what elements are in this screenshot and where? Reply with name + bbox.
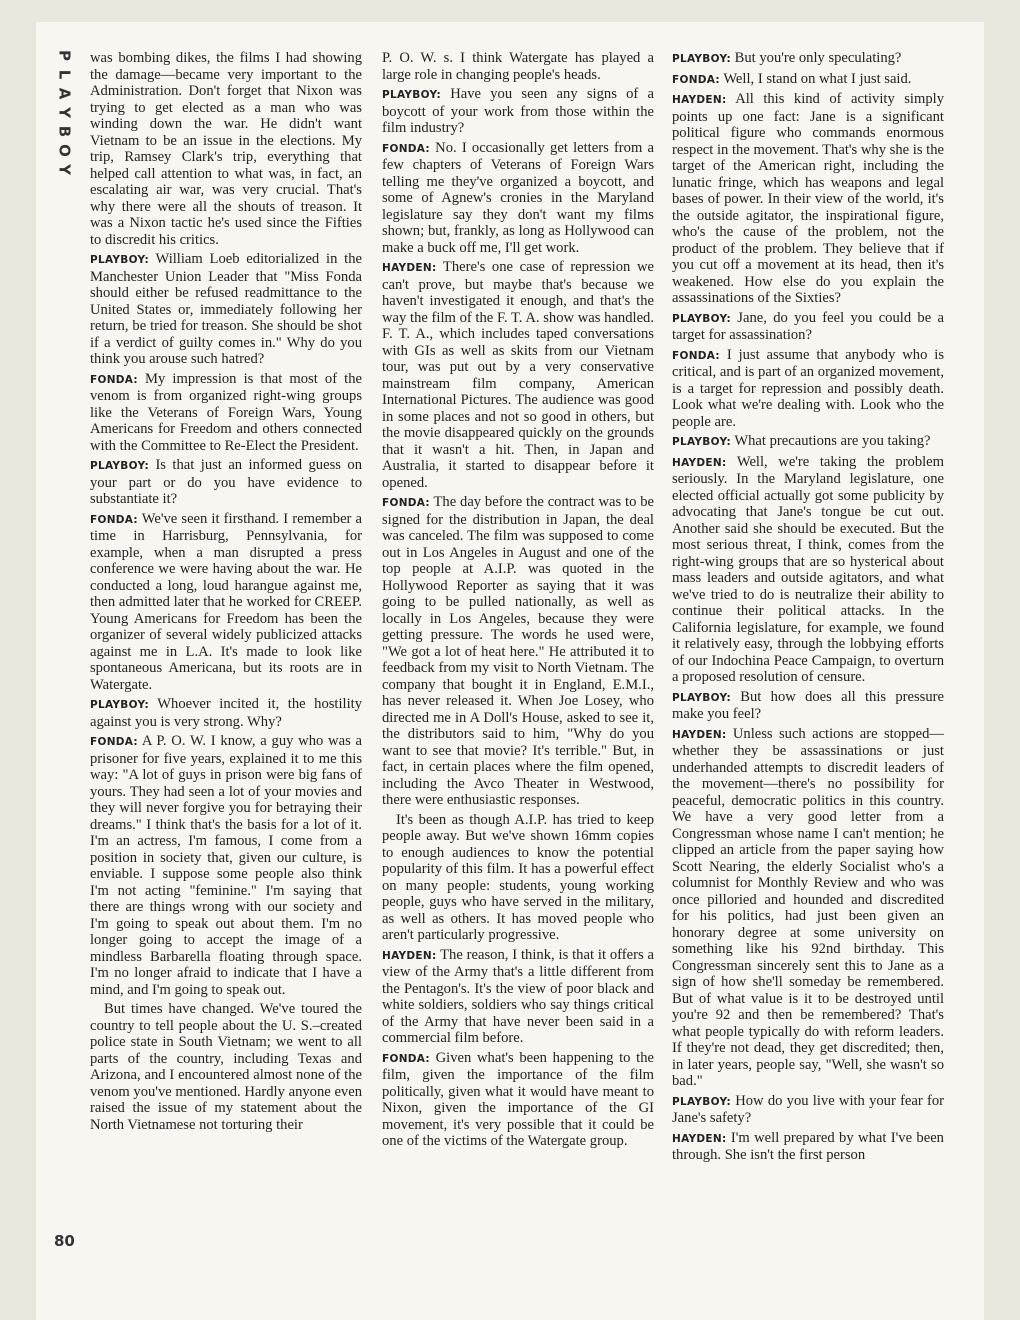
speaker-label: FONDA: [382,497,430,509]
speaker-label: FONDA: [382,1052,430,1065]
article-paragraph [382,86,654,137]
paragraph-text: There's one case of repression we can't prove, but maybe that's because we haven't investigated it enough, and that's the way the film of the F. T. A. show was handled. F. T. A., which includes taped conversations with GIs as well as skits from our Vietnam tour, was put out by a very conservative mainstream film company, American International Pictures. The audience was good in some places and not so good in others, but the movie disappeared quickly on the grounds that it wasn't a hit. Then, in Japan and Australia, it started to disappear before it opened. [382,259,654,491]
article-paragraph [90,457,362,508]
page-number: 80 [54,1232,75,1250]
masthead-letter: P [55,50,74,61]
paragraph-text: I just assume that anybody who is critical, and is part of an organized movement, is a target for repression and possibly death. Look what we're dealing with. Look who the people are. [672,346,945,430]
speaker-label: HAYDEN: [382,262,437,274]
speaker-label: FONDA: [672,73,720,86]
article-paragraph [672,1093,944,1127]
article-paragraph [90,696,362,730]
article-paragraph [672,347,944,431]
masthead-letter: A [55,87,74,100]
speaker-label: FONDA: [90,373,138,386]
speaker-label: HAYDEN: [672,728,727,741]
paragraph-text: Well, we're taking the problem seriously. In the Maryland legislature, one elected official actually got some publicity by advocating that Jane's tongue be cut out. Another said she should be executed. But the most serious threat, I think, comes from the right-wing groups that are so hysterical about mass leaders and outside agitators, and what we've tried to do is neutralize their ability to continue their political attacks. In the California legislature, for example, we found it relatively easy, through the lobbying efforts of our Indochina Peace Campaign, to overturn a proposed resolution of censure. [672,453,945,685]
masthead-letter: O [55,144,74,157]
masthead-letter: Y [55,107,74,118]
speaker-label: HAYDEN: [672,1132,727,1145]
magazine-masthead [54,46,74,179]
paragraph-text: What precautions are you taking? [734,433,931,449]
paragraph-text: It's been as though A.I.P. has tried to keep people away. But we've shown 16mm copies to enough audiences to know the potential popularity of this film. It has a powerful effect on many people: students, young working people, guys who have served in the military, as well as others. It has moved people who aren't particularly progressive. [382,811,654,943]
paragraph-text: But how does all this pressure make you feel? [672,688,944,722]
speaker-label: HAYDEN: [382,949,437,962]
paragraph-text: Well, I stand on what I just said. [723,70,912,87]
article-paragraph [90,733,362,998]
paragraph-text: How do you live with your fear for Jane's safety? [672,1092,945,1126]
text-column-2 [382,50,654,1153]
speaker-label: PLAYBOY: [90,254,149,266]
paragraph-text: Given what's been happening to the film, given the importance of the film politically, given what it would have meant to Nixon, given the importance of the GI movement, it's very possible that it could be one of the victims of the Watergate group. [382,1049,654,1149]
paragraph-text: But times have changed. We've toured the country to tell people about the U. S.–created police state in South Vietnam; we went to all parts of the country, including Texas and Arizona, and I encountered almost none of the venom you've mentioned. Hardly anyone even raised the issue of my statement about the North Vietnamese not torturing their [90,1001,362,1133]
speaker-label: PLAYBOY: [672,691,731,704]
speaker-label: PLAYBOY: [672,53,731,65]
article-paragraph [672,433,944,451]
paragraph-text: Unless such actions are stopped—whether they be assassinations or just underhanded attempts to discredit leaders of the movement—there's no possibility for peaceful, democratic politics in this country. We have a very good letter from a Congressman whose name I can't mention; he clipped an article from the paper saying how Scott Nearing, the elderly Socialist who's a columnist for Monthly Review and who was once pilloried and hounded and discredited for his politics, had just been given an honorary degree at some university on something like his 92nd birthday. This Congressman sincerely sent this to Jane as a sign of how she'll someday be remembered. But of what value is it to be destroyed until you're 92 and then be remembered? That's what people typically do with reform leaders. If they're not dead, they get discredited; then, in later years, people say, "Well, she wasn't so bad." [672,725,944,1089]
paragraph-text: was bombing dikes, the films I had showing the damage—became very important to the Administration. Don't forget that Nixon was trying to get elected as a man who was winding down the war. He didn't want Vietnam to be an issue in the elections. My trip, Ramsey Clark's trip, everything that helped call attention to what was, in fact, an escalating air war, was very crucial. That's why there were all the shouts of treason. It was a Nixon tactic he's used since the Fifties to discredit his critics. [90,50,362,248]
paragraph-text: But you're only speculating? [734,50,902,66]
paragraph-text: We've seen it firsthand. I remember a time in Harrisburg, Pennsylvania, for example, when a man disrupted a press conference we were having about the war. He conducted a long, loud harangue against me, then admitted later that he worked for CREEP. Young Americans for Freedom has been the organizer of several widely publicized attacks against me in L.A. It's made to look like spontaneous Americana, but its roots are in Watergate. [90,510,362,693]
speaker-label: FONDA: [90,736,138,748]
article-paragraph [672,310,944,344]
paragraph-text: A P. O. W. I know, a guy who was a prisoner for five years, explained it to me this way: "A lot of guys in prison were big fans of yours. They had seen a lot of your movies and they will never forgive you for betraying their dreams." I think that's the basis for a lot of it. I'm an actress, I'm famous, I come from a position in society that, given our culture, is enviable. I suppose some people also think I'm not acting "feminine." I'm saying that there are things wrong with our society and I'm going to speak out about them. I'm no longer going to accept the image of a mindless Barbarella floating through space. I'm no longer afraid to indicate that I have a mind, and I'm going to speak out. [90,733,362,998]
article-paragraph [90,251,362,368]
speaker-label: HAYDEN: [672,456,727,469]
masthead-letter: Y [55,164,74,175]
masthead-letter: B [55,125,74,138]
article-paragraph [672,91,944,307]
article-paragraph [382,812,654,944]
article-paragraph [672,50,944,68]
article-paragraph [382,947,654,1047]
paragraph-text: Have you seen any signs of a boycott of your work from those within the film industry? [382,86,654,136]
paragraph-text: The day before the contract was to be signed for the distribution in Japan, the deal was canceled. The film was supposed to come out in Los Angeles in August and one of the top people at A.I.P. was quoted in the Hollywood Reporter as saying that it was going to be pulled nationally, as well as locally in Los Angeles, because they were getting pressure. The words he used were, "We got a lot of heat here." He attributed it to feedback from my visit to North Vietnam. The company that bought it in England, E.M.I., has never released it. When Joe Losey, who directed me in A Doll's House, asked to see it, the distributors said to him, "Why do you want to see that movie? It's terrible." But, in fact, in certain places where the film opened, including the Avco Theater in Westwood, there were enthusiastic responses. [382,494,654,808]
paragraph-text: Whoever incited it, the hostility against you is very strong. Why? [90,696,363,730]
paragraph-text: No. I occasionally get letters from a few chapters of Veterans of Foreign Wars telling me they've organized a boycott, and some of Agnew's cronies in the Maryland legislature say they don't want my films shown; but, frankly, as long as Hollywood can make a buck off me, I'll get work. [382,139,654,256]
speaker-label: FONDA: [382,142,430,155]
article-paragraph [90,371,362,455]
paragraph-text: Is that just an informed guess on your part or do you have evidence to substantiate it? [90,457,362,507]
article-paragraph [382,50,654,83]
article-paragraph [672,726,944,1090]
speaker-label: PLAYBOY: [382,89,441,101]
article-paragraph [382,1050,654,1150]
speaker-label: FONDA: [672,349,720,362]
text-column-1 [90,50,362,1136]
speaker-label: PLAYBOY: [672,1095,731,1108]
paragraph-text: William Loeb editorialized in the Manchester Union Leader that "Miss Fonda should either be refused readmittance to the United States or, immediately following her return, be tried for treason. She should be shot if a verdict of guilty comes in." Why do you think you arouse such hatred? [90,251,362,367]
article-paragraph [672,1130,944,1164]
article-paragraph [672,71,944,89]
article-paragraph [90,1001,362,1133]
article-paragraph [90,511,362,694]
paragraph-text: I'm well prepared by what I've been through. She isn't the first person [672,1129,944,1163]
article-paragraph [382,140,654,257]
speaker-label: PLAYBOY: [90,460,149,472]
paragraph-text: P. O. W. s. I think Watergate has played a large role in changing people's heads. [382,50,654,83]
paragraph-text: Jane, do you feel you could be a target for assassination? [672,309,944,343]
article-paragraph [672,689,944,723]
text-column-3 [672,50,944,1167]
speaker-label: FONDA: [90,513,138,526]
article-paragraph [672,454,944,686]
article-paragraph [382,259,654,491]
article-paragraph [90,50,362,248]
speaker-label: PLAYBOY: [90,699,149,711]
speaker-label: PLAYBOY: [672,312,731,325]
speaker-label: HAYDEN: [672,94,727,106]
paragraph-text: The reason, I think, is that it offers a view of the Army that's a little different from the Pentagon's. It's the view of poor black and white soldiers, soldiers who say things critical of the Army that have never been said in a commercial film before. [382,946,654,1046]
masthead-letter: L [55,69,74,80]
speaker-label: PLAYBOY: [672,436,731,448]
article-paragraph [382,494,654,809]
paragraph-text: All this kind of activity simply points up one fact: Jane is a significant political figure who commands enormous respect in the movement. That's why she is the target of the American right, including the lunatic fringe, which has weapons and legal bases of power. In their view of the world, it's the outside agitator, the inspirational figure, who's the cause of the problem, not the product of the problem. They believe that if you cut off a movement at its head, then it's weakened. How else do you explain the assassinations of the Sixties? [672,91,944,306]
paragraph-text: My impression is that most of the venom is from organized right-wing groups like the Veterans of Foreign Wars, Young Americans for Freedom and others connected with the Committee to Re-Elect the President. [90,370,362,454]
